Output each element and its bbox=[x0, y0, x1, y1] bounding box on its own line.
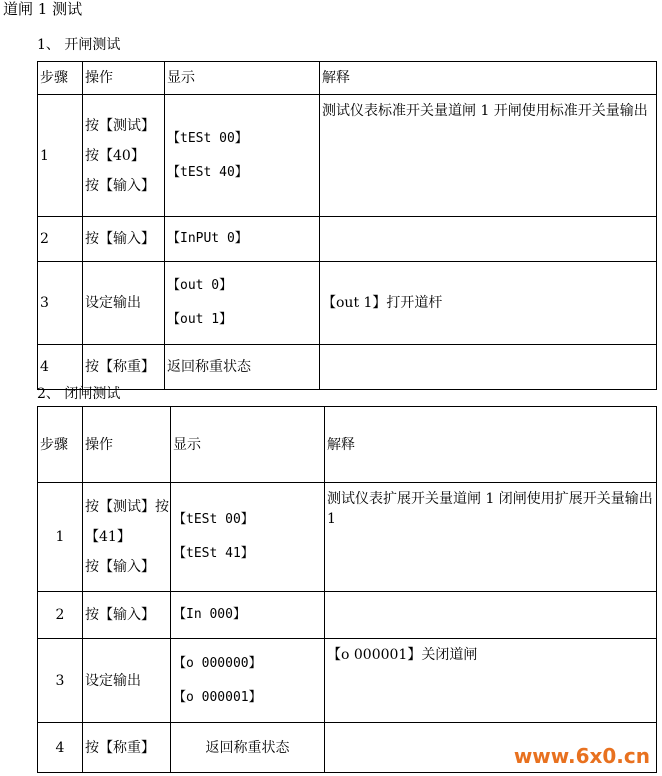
display-line: 【out 1】 bbox=[167, 312, 233, 327]
table-row bbox=[38, 95, 657, 217]
explanation-cell: 测试仪表标准开关量道闸 1 开闸使用标准开关量输出 bbox=[320, 95, 657, 217]
header-operation: 操作 bbox=[83, 407, 171, 483]
step-cell: 1 bbox=[38, 95, 83, 217]
table-row bbox=[38, 217, 657, 262]
op-line: 按【测试】按 bbox=[85, 499, 169, 515]
op-line: 按【输入】 bbox=[85, 177, 155, 194]
table-row bbox=[38, 639, 657, 723]
op-line: 【41】 bbox=[85, 529, 131, 545]
header-explanation: 解释 bbox=[325, 407, 657, 483]
operation-cell: 按【输入】 bbox=[83, 592, 171, 639]
table-row bbox=[38, 262, 657, 345]
table-header-row bbox=[38, 407, 657, 483]
operation-cell: 按【输入】 bbox=[83, 217, 165, 262]
header-display: 显示 bbox=[165, 62, 320, 95]
display-cell bbox=[165, 217, 320, 262]
step-cell: 4 bbox=[38, 345, 83, 390]
section-heading-open-test: 1、 开闸测试 bbox=[37, 37, 121, 53]
display-cell bbox=[171, 592, 325, 639]
explanation-cell: 【out 1】打开道杆 bbox=[320, 262, 657, 345]
operation-cell: 设定输出 bbox=[83, 639, 171, 723]
display-line: 【tESt 00】 bbox=[167, 130, 248, 146]
step-cell: 1 bbox=[38, 483, 83, 592]
display-line: 【out 0】 bbox=[167, 278, 233, 293]
explanation-cell: 【o 000001】关闭道闸 bbox=[325, 639, 657, 723]
display-cell bbox=[171, 483, 325, 592]
display-cell bbox=[165, 262, 320, 345]
display-line: 【In 000】 bbox=[173, 607, 246, 622]
site-watermark: www.6x0.cn bbox=[513, 744, 650, 768]
section-heading-close-test: 2、 闭闸测试 bbox=[37, 386, 121, 402]
step-cell: 2 bbox=[38, 592, 83, 639]
display-cell: 返回称重状态 bbox=[171, 723, 325, 773]
operation-cell: 设定输出 bbox=[83, 262, 165, 345]
header-operation: 操作 bbox=[83, 62, 165, 95]
header-display: 显示 bbox=[171, 407, 325, 483]
header-explanation: 解释 bbox=[320, 62, 657, 95]
step-cell: 3 bbox=[38, 262, 83, 345]
display-line: 【tESt 40】 bbox=[167, 164, 248, 180]
explanation-cell bbox=[325, 592, 657, 639]
operation-cell: 按【称重】 bbox=[83, 345, 165, 390]
step-cell: 4 bbox=[38, 723, 83, 773]
table-row bbox=[38, 592, 657, 639]
op-line: 按【40】 bbox=[85, 147, 145, 164]
explanation-cell bbox=[320, 217, 657, 262]
explanation-cell: 测试仪表扩展开关量道闸 1 闭闸使用扩展开关量输出 1 bbox=[325, 483, 657, 592]
operation-cell bbox=[83, 95, 165, 217]
display-line: 【o 000001】 bbox=[173, 689, 262, 705]
display-line: 【InPUt 0】 bbox=[167, 231, 248, 246]
display-line: 【o 000000】 bbox=[173, 655, 262, 671]
step-cell: 2 bbox=[38, 217, 83, 262]
table-row bbox=[38, 345, 657, 390]
display-line: 【tESt 41】 bbox=[173, 546, 254, 561]
op-line: 按【测试】 bbox=[85, 117, 155, 134]
operation-cell: 按【称重】 bbox=[83, 723, 171, 773]
step-cell: 3 bbox=[38, 639, 83, 723]
explanation-cell bbox=[320, 345, 657, 390]
display-cell bbox=[165, 95, 320, 217]
table-header-row bbox=[38, 62, 657, 95]
header-step: 步骤 bbox=[38, 407, 83, 483]
display-cell: 返回称重状态 bbox=[165, 345, 320, 390]
operation-cell bbox=[83, 483, 171, 592]
table-row bbox=[38, 483, 657, 592]
open-test-table bbox=[37, 61, 657, 390]
display-line: 【tESt 00】 bbox=[173, 512, 254, 527]
header-step: 步骤 bbox=[38, 62, 83, 95]
display-cell bbox=[171, 639, 325, 723]
op-line: 按【输入】 bbox=[85, 559, 155, 575]
page-title: 道闸 1 测试 bbox=[3, 0, 83, 18]
close-test-table bbox=[37, 406, 657, 773]
